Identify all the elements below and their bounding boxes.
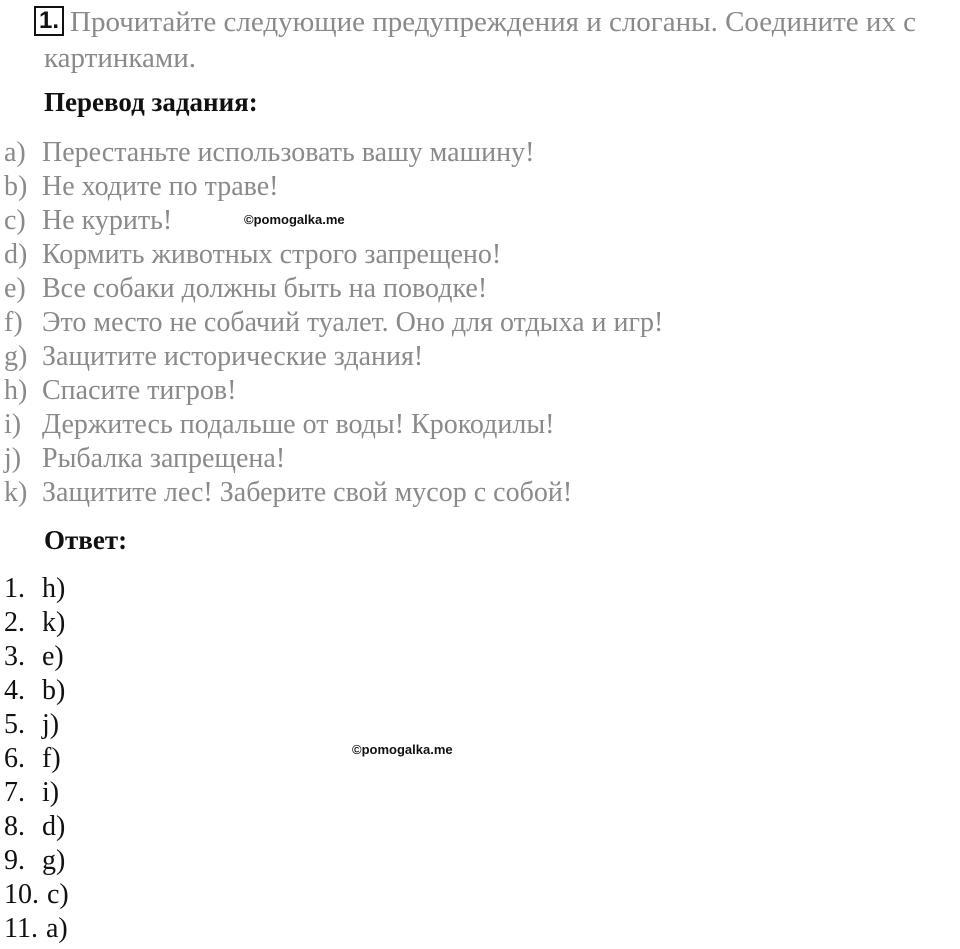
answer-heading: Ответ: [44,525,128,555]
answer-list [4,572,69,946]
translation-letter: h) [4,375,28,406]
translation-letter: c) [4,205,26,236]
translation-text: Это место не собачий туалет. Оно для отдыха и игр! [42,307,664,338]
answer-number: 3. [4,641,25,672]
translation-item-e [4,272,663,306]
translation-text: Не курить! [42,205,173,236]
translation-letter: g) [4,341,28,372]
watermark: ©pomogalka.me [244,212,345,227]
translation-text: Защитите лес! Заберите свой мусор с собой! [42,477,573,508]
translation-letter: d) [4,239,28,270]
task-header [8,4,953,76]
answer-number: 7. [4,777,25,808]
translation-item-i [4,408,663,442]
answer-item-3 [4,640,69,674]
answer-item-7 [4,776,69,810]
translation-item-j [4,442,663,476]
translation-item-a [4,136,663,170]
answer-value: g) [42,845,66,876]
answer-item-5 [4,708,69,742]
translation-item-d [4,238,663,272]
task-instruction-line1: Прочитайте следующие предупреждения и слоганы. Соедините их с [70,6,917,38]
translation-letter: a) [4,137,26,168]
translation-letter: k) [4,477,28,508]
translation-item-h [4,374,663,408]
answer-number: 5. [4,709,25,740]
answer-value: c) [47,879,69,910]
answer-item-11 [4,912,69,946]
answer-value: f) [42,743,61,774]
translation-text: Спасите тигров! [42,375,237,406]
answer-item-4 [4,674,69,708]
translation-item-b [4,170,663,204]
answer-number: 6. [4,743,25,774]
translation-letter: b) [4,171,28,202]
translation-text: Держитесь подальше от воды! Крокодилы! [42,409,555,440]
answer-item-10 [4,878,69,912]
task-number-box: 1. [34,6,64,36]
task-instruction-line2: картинками. [44,42,196,74]
answer-value: e) [42,641,64,672]
answer-item-8 [4,810,69,844]
translation-text: Перестаньте использовать вашу машину! [42,137,535,168]
answer-number: 8. [4,811,25,842]
answer-value: b) [42,675,66,706]
translation-text: Защитите исторические здания! [42,341,424,372]
translation-item-g [4,340,663,374]
translation-text: Не ходите по траве! [42,171,279,202]
answer-number: 11. [4,913,38,944]
watermark: ©pomogalka.me [352,742,453,757]
translation-text: Рыбалка запрещена! [42,443,286,474]
answer-number: 10. [4,879,39,910]
answer-value: j) [42,709,60,740]
translation-letter: j) [4,443,22,474]
translation-item-f [4,306,663,340]
translation-heading: Перевод задания: [44,87,258,117]
answer-value: d) [42,811,66,842]
answer-number: 1. [4,573,25,604]
answer-value: h) [42,573,66,604]
translation-text: Кормить животных строго запрещено! [42,239,502,270]
answer-item-9 [4,844,69,878]
translation-item-k [4,476,663,510]
translation-letter: e) [4,273,26,304]
answer-item-1 [4,572,69,606]
translation-list [4,136,663,510]
translation-letter: f) [4,307,23,338]
answer-item-2 [4,606,69,640]
translation-text: Все собаки должны быть на поводке! [42,273,488,304]
answer-number: 9. [4,845,25,876]
answer-item-6 [4,742,69,776]
answer-number: 4. [4,675,25,706]
translation-letter: i) [4,409,22,440]
answer-value: a) [45,913,68,944]
answer-value: i) [42,777,60,808]
answer-value: k) [42,607,66,638]
answer-number: 2. [4,607,25,638]
